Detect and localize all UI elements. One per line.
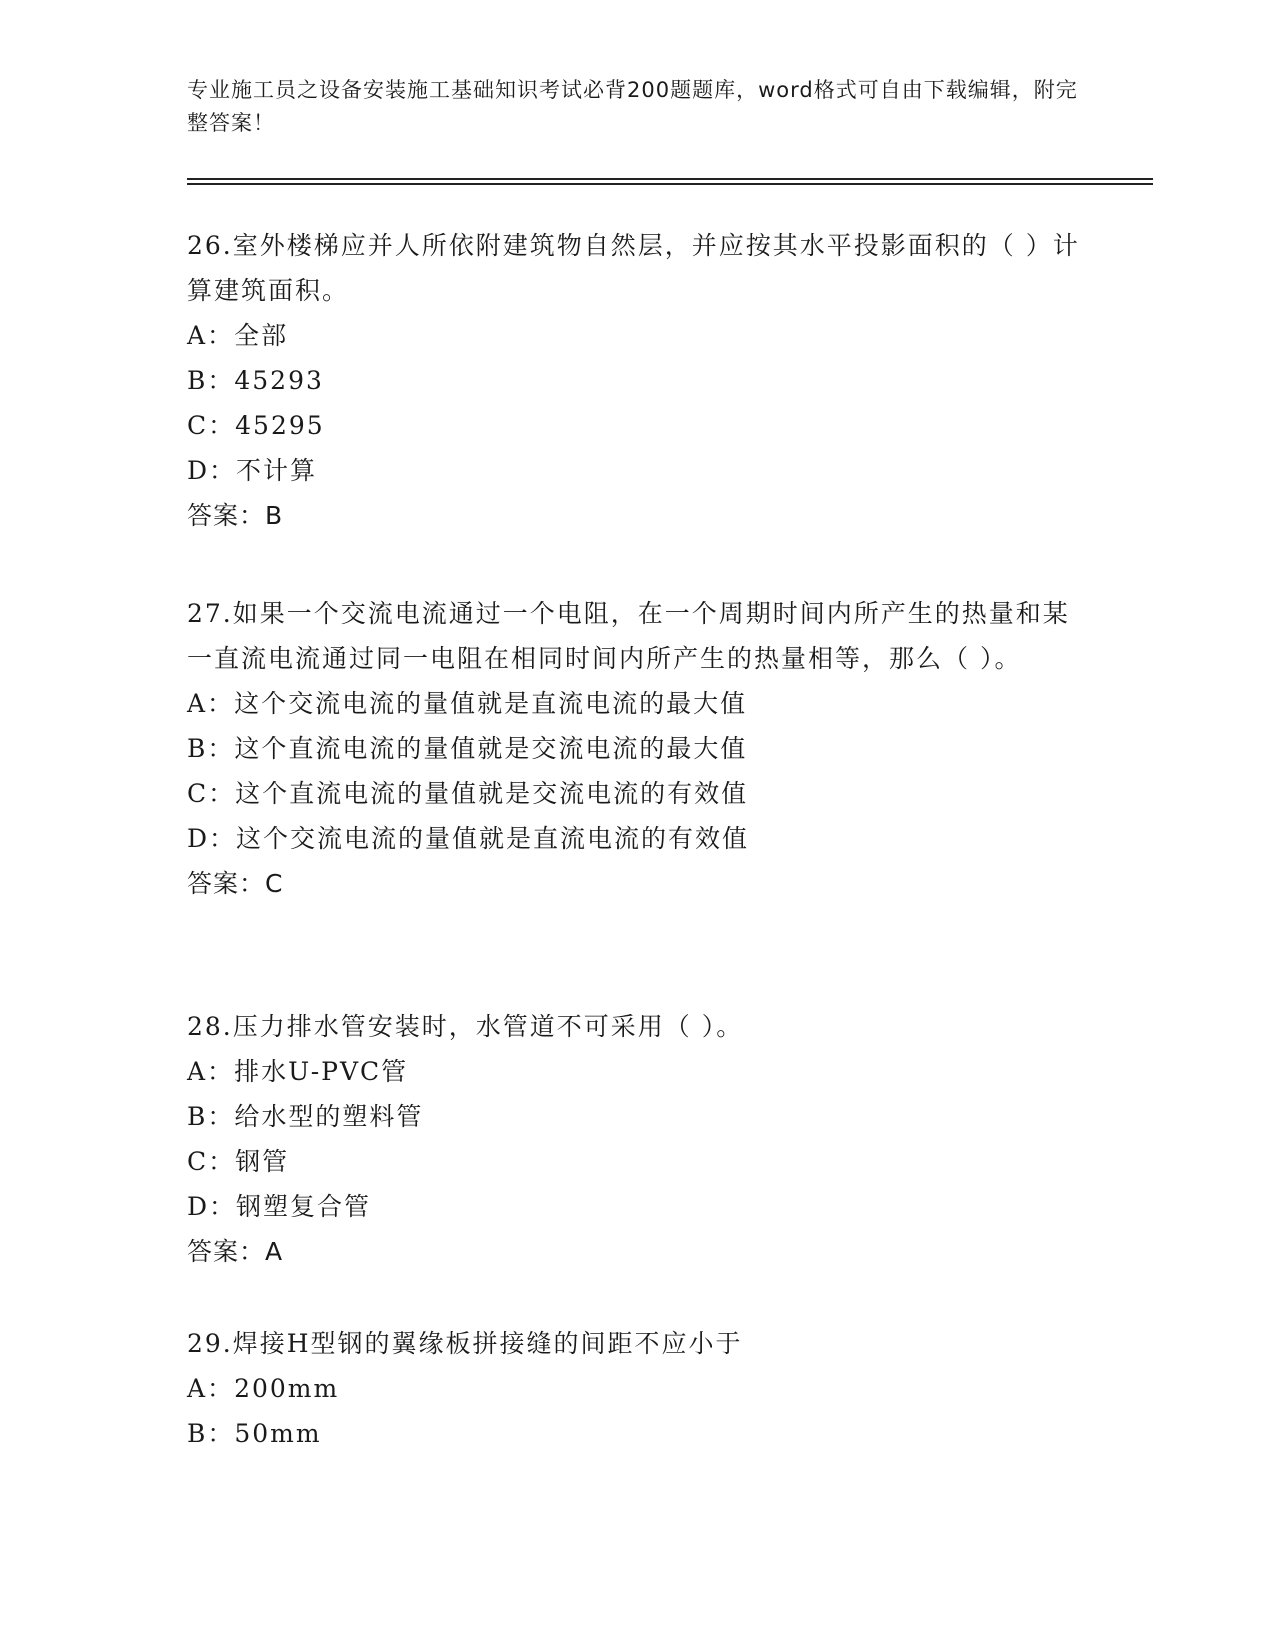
question-28	[187, 1004, 1087, 1274]
option-d: D：不计算	[187, 456, 318, 485]
question-29	[187, 1321, 1087, 1456]
question-26	[187, 223, 1087, 538]
question-text: 28.压力排水管安装时，水管道不可采用（ ）。	[187, 1012, 744, 1041]
option-b: B：50mm	[187, 1419, 322, 1448]
option-b: B：这个直流电流的量值就是交流电流的最大值	[187, 734, 748, 763]
option-b: B：45293	[187, 366, 324, 395]
option-c: C：45295	[187, 411, 325, 440]
option-c: C：这个直流电流的量值就是交流电流的有效值	[187, 779, 749, 808]
option-a: A：200mm	[187, 1374, 340, 1403]
header-divider-top	[187, 178, 1153, 180]
option-d: D：钢塑复合管	[187, 1192, 372, 1221]
option-a: A：全部	[187, 321, 289, 350]
question-text: 27.如果一个交流电流通过一个电阻，在一个周期时间内所产生的热量和某一直流电流通过同一电阻在相同时间内所产生的热量相等，那么（ ）。	[187, 599, 1070, 673]
answer-line: 答案：A	[187, 1237, 284, 1266]
question-text: 26.室外楼梯应并人所依附建筑物自然层，并应按其水平投影面积的（ ）计算建筑面积。	[187, 231, 1080, 305]
option-a: A：这个交流电流的量值就是直流电流的最大值	[187, 689, 748, 718]
document-title: 专业施工员之设备安装施工基础知识考试必背200题题库，word格式可自由下载编辑，附完整答案！	[187, 78, 1078, 135]
answer-line: 答案：C	[187, 869, 284, 898]
option-b: B：给水型的塑料管	[187, 1102, 424, 1131]
answer-line: 答案：B	[187, 501, 284, 530]
option-d: D：这个交流电流的量值就是直流电流的有效值	[187, 824, 750, 853]
question-27	[187, 591, 1087, 906]
option-c: C：钢管	[187, 1147, 290, 1176]
question-text: 29.焊接H型钢的翼缘板拼接缝的间距不应小于	[187, 1329, 743, 1358]
header-divider-bottom	[187, 183, 1153, 185]
option-a: A：排水U-PVC管	[187, 1057, 409, 1086]
